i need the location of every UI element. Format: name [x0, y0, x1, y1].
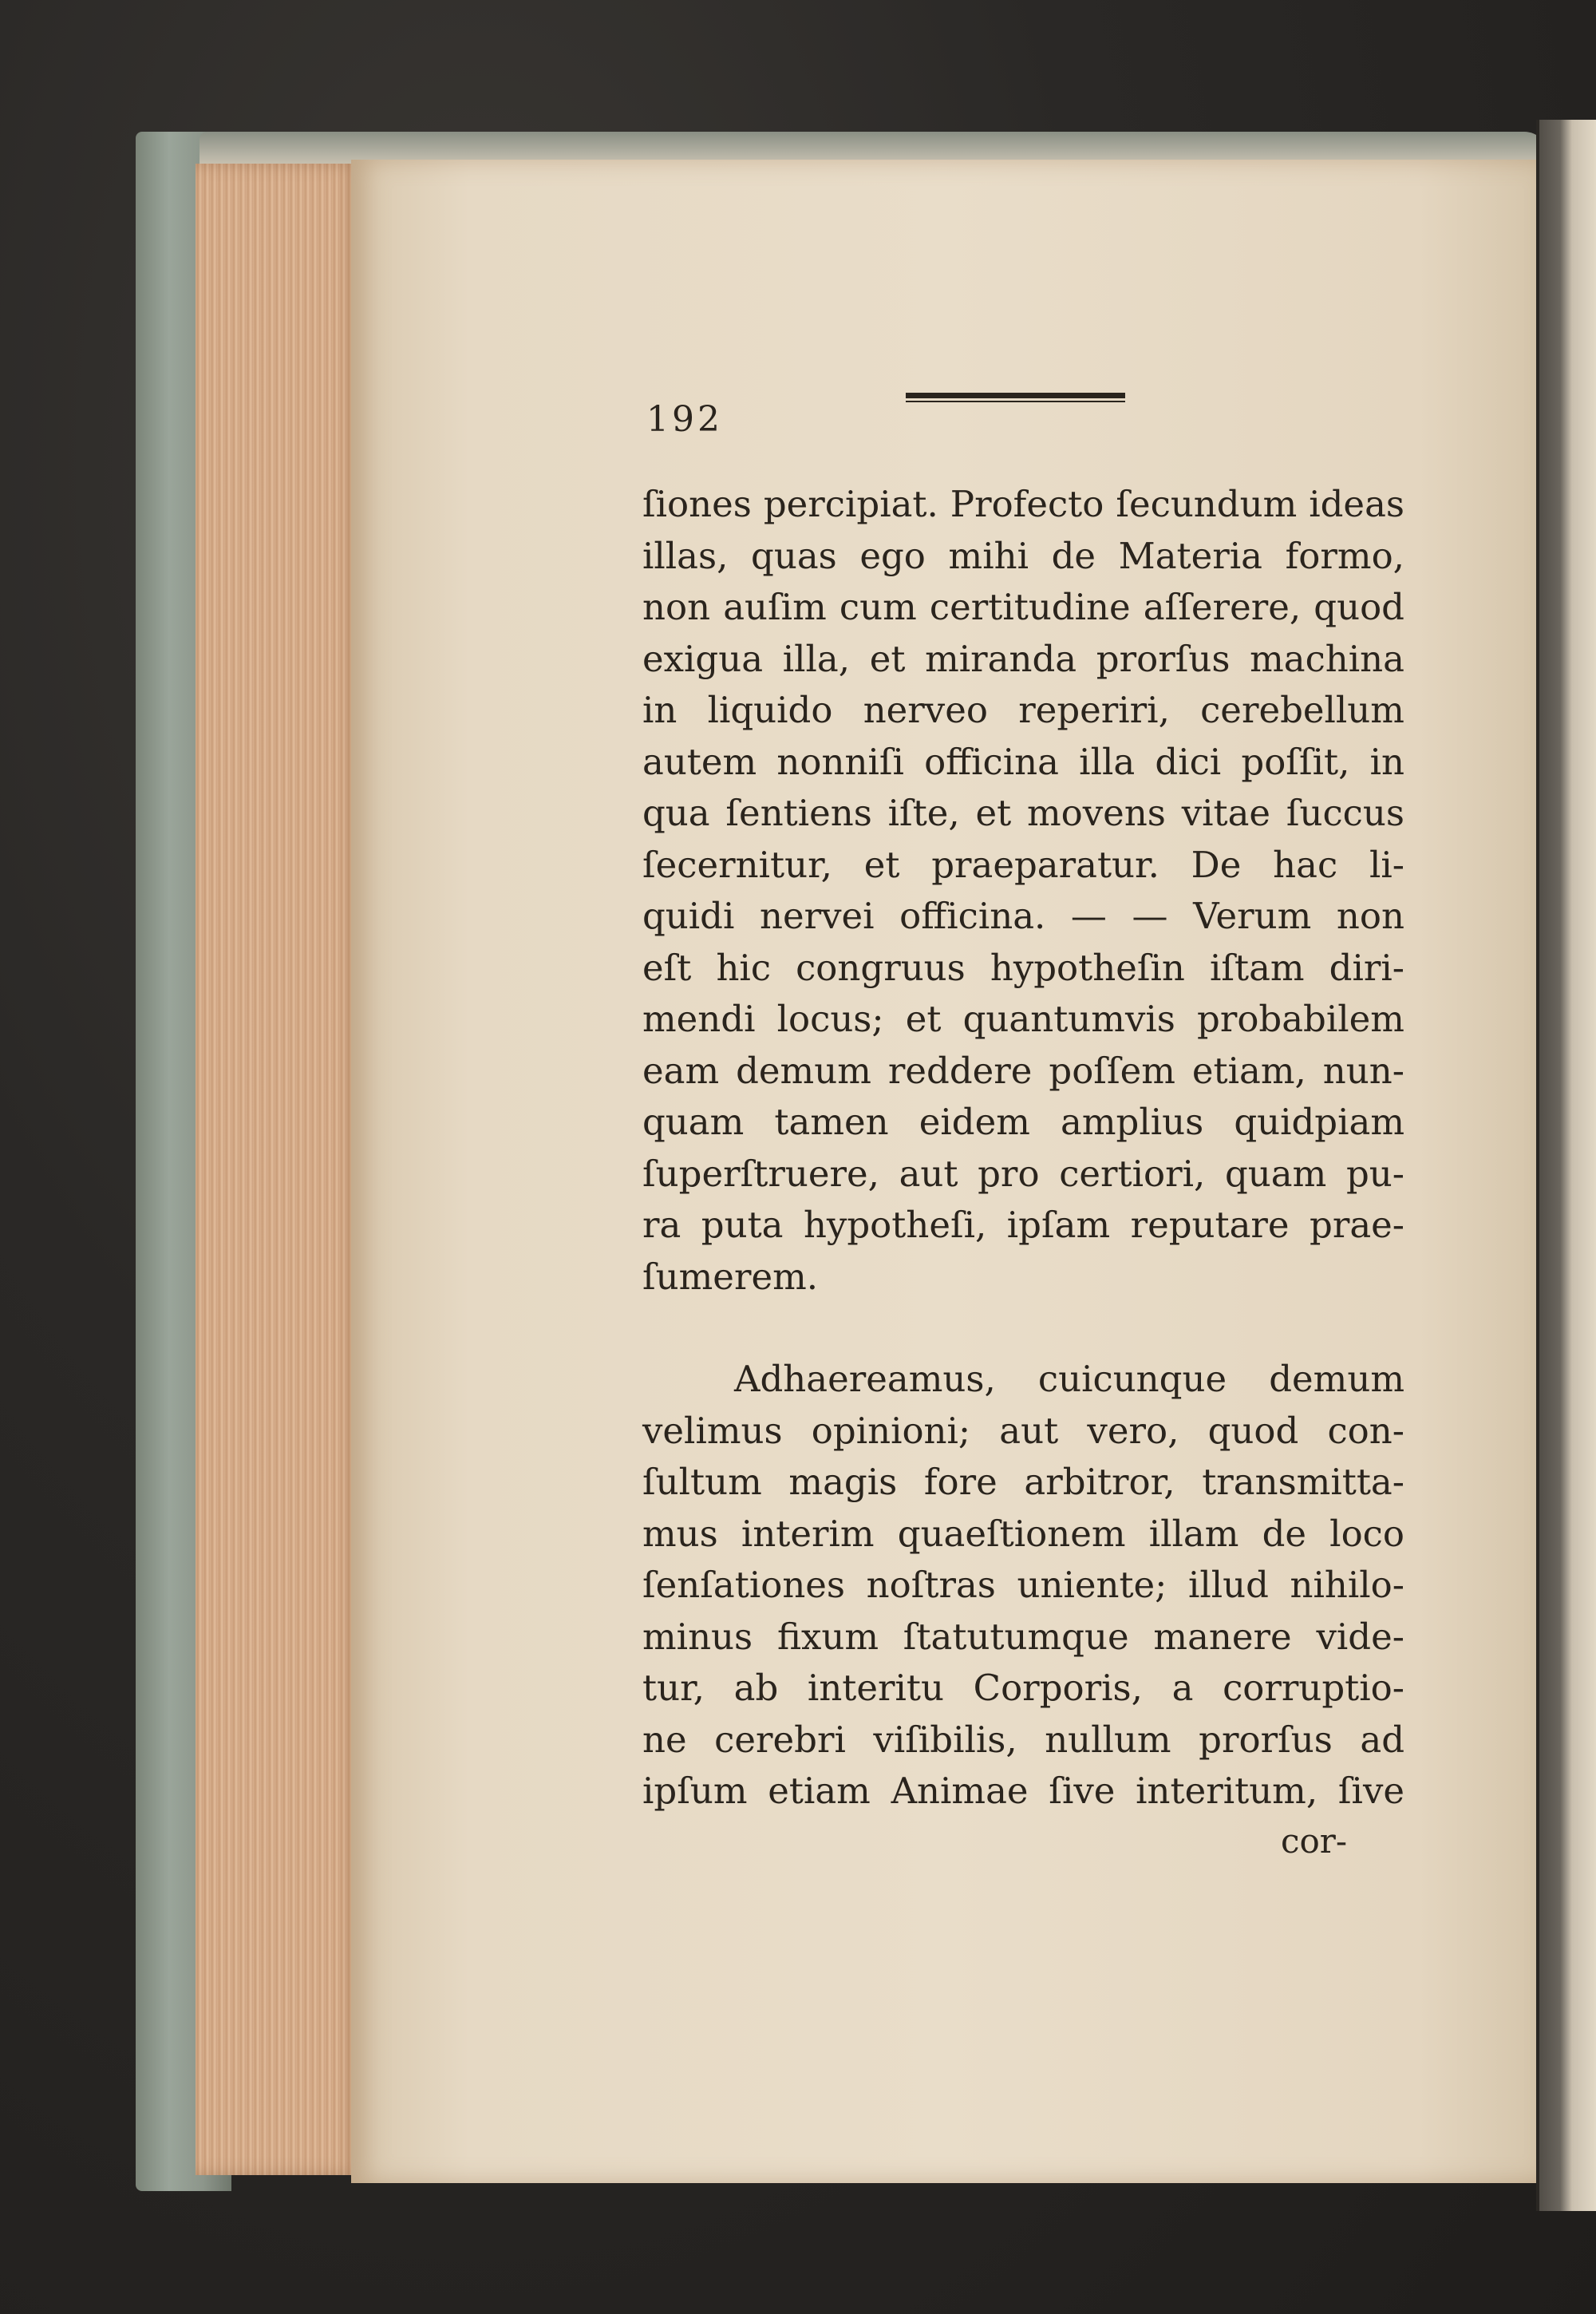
word: reperiri,: [1018, 689, 1170, 731]
word: Adhaereamus,: [734, 1358, 996, 1400]
word: et: [975, 792, 1012, 834]
word: et: [869, 637, 906, 680]
word: corruptio-: [1223, 1667, 1404, 1709]
word: Animae: [891, 1770, 1029, 1812]
word: ego: [859, 534, 926, 577]
paragraph-1: [642, 479, 1404, 1303]
word: ſecundum: [1116, 483, 1298, 525]
word: hic: [716, 946, 772, 989]
word: nullum: [1045, 1718, 1171, 1761]
text-line: [642, 1406, 1404, 1458]
text-line: [642, 891, 1404, 943]
word: Profecto: [950, 483, 1104, 525]
word: praeparatur.: [931, 843, 1159, 886]
text-line: [642, 1509, 1404, 1560]
word: tur,: [642, 1667, 705, 1709]
word: pro: [978, 1152, 1040, 1195]
word: fore: [923, 1461, 998, 1503]
text-line: [642, 1663, 1404, 1715]
word: officina.: [899, 895, 1046, 937]
catchword: cor-: [1281, 1822, 1348, 1861]
word: de: [1262, 1512, 1306, 1555]
word: illa,: [782, 637, 851, 680]
word: prorſus: [1096, 637, 1231, 680]
word: iſtam: [1209, 946, 1305, 989]
word: con-: [1327, 1409, 1404, 1452]
word: vitae: [1181, 792, 1271, 834]
word: mihi: [948, 534, 1029, 577]
word: interitum,: [1136, 1770, 1318, 1812]
word: movens: [1027, 792, 1166, 834]
word: cerebellum: [1200, 689, 1404, 731]
word: locus;: [776, 998, 884, 1040]
word: nun-: [1322, 1049, 1404, 1092]
word: ideas: [1309, 483, 1404, 525]
word: ad: [1360, 1718, 1404, 1761]
word: ipſum: [642, 1770, 748, 1812]
word: interitu: [807, 1667, 944, 1709]
word: non: [642, 586, 711, 628]
word: autem: [642, 740, 757, 783]
word: tamen: [774, 1101, 889, 1143]
word: viſibilis,: [873, 1718, 1017, 1761]
word: et: [905, 998, 942, 1040]
text-line: [642, 1097, 1404, 1149]
word: loco: [1329, 1512, 1404, 1555]
text-line: [642, 1149, 1404, 1201]
word: vero,: [1087, 1409, 1179, 1452]
word: illam: [1148, 1512, 1239, 1555]
word: congruus: [796, 946, 966, 989]
word: quam: [1224, 1152, 1327, 1195]
word: illas,: [642, 534, 729, 577]
word: reputare: [1130, 1204, 1290, 1246]
word: velimus: [642, 1409, 783, 1452]
word: interim: [741, 1512, 875, 1555]
text-line: [642, 1766, 1404, 1818]
word: ſuperſtruere,: [642, 1152, 879, 1195]
word: nervei: [759, 895, 875, 937]
word: liquido: [707, 689, 833, 731]
word: poſſit,: [1241, 740, 1350, 783]
word: quod: [1314, 586, 1404, 628]
word: cerebri: [714, 1718, 846, 1761]
text-line: [642, 1560, 1404, 1612]
word: eſt: [642, 946, 692, 989]
word: certiori,: [1059, 1152, 1206, 1195]
text-line: [642, 994, 1404, 1046]
word: non: [1336, 895, 1404, 937]
word: quod: [1207, 1409, 1299, 1452]
text-line: [642, 685, 1404, 737]
word: qua: [642, 792, 710, 834]
word: cum: [839, 586, 917, 628]
word: iſte,: [887, 792, 960, 834]
word: ab: [733, 1667, 779, 1709]
word: Corporis,: [973, 1667, 1143, 1709]
page-stack-edges: [196, 164, 359, 2175]
word: nonniſi: [776, 740, 904, 783]
word: de: [1051, 534, 1096, 577]
text-line: [642, 840, 1404, 892]
word: hypotheſi,: [803, 1204, 987, 1246]
word: ra: [642, 1204, 681, 1246]
word: quaeſtionem: [897, 1512, 1126, 1555]
book-gutter: [1536, 120, 1596, 2211]
word: hypotheſin: [990, 946, 1185, 989]
word: exigua: [642, 637, 764, 680]
text-line: [642, 1200, 1404, 1252]
text-line: [642, 788, 1404, 840]
word: De: [1191, 843, 1242, 886]
word: —: [1132, 895, 1168, 937]
word: magis: [788, 1461, 898, 1503]
word: illa: [1079, 740, 1136, 783]
word: vide-: [1316, 1615, 1404, 1658]
word: transmitta-: [1202, 1461, 1404, 1503]
word: quidi: [642, 895, 735, 937]
text-line: [642, 1354, 1404, 1406]
word: prorſus: [1199, 1718, 1333, 1761]
word: poſſem: [1049, 1049, 1175, 1092]
text-line: [642, 531, 1404, 583]
word: Verum: [1193, 895, 1312, 937]
text-line: [642, 1612, 1404, 1663]
word: percipiat.: [763, 483, 938, 525]
word: aſſerere,: [1143, 586, 1302, 628]
gutter-line: [1536, 120, 1539, 2211]
text-line: ſumerem.: [642, 1255, 819, 1298]
word: minus: [642, 1615, 753, 1658]
word: manere: [1153, 1615, 1292, 1658]
word: ſive: [1337, 1770, 1404, 1812]
word: nihilo-: [1290, 1564, 1404, 1606]
word: opinioni;: [811, 1409, 971, 1452]
page-number: 192: [646, 399, 723, 440]
word: auſim: [723, 586, 827, 628]
word: ſuccus: [1286, 792, 1404, 834]
word: Materia: [1118, 534, 1263, 577]
word: ne: [642, 1718, 687, 1761]
paragraph-2: [642, 1354, 1404, 1818]
word: in: [642, 689, 678, 731]
word: nerveo: [863, 689, 988, 731]
word: noſtras: [866, 1564, 996, 1606]
header-rule: [906, 393, 1125, 404]
word: miranda: [925, 637, 1077, 680]
word: quantumvis: [962, 998, 1175, 1040]
word: dici: [1155, 740, 1222, 783]
text-line: [642, 737, 1404, 789]
word: —: [1070, 895, 1107, 937]
word: diri-: [1329, 946, 1404, 989]
text-line: [642, 1046, 1404, 1098]
word: a: [1171, 1667, 1194, 1709]
word: illud: [1187, 1564, 1269, 1606]
word: aut: [899, 1152, 958, 1195]
word: hac: [1273, 843, 1338, 886]
word: quas: [751, 534, 837, 577]
text-line: [642, 1457, 1404, 1509]
word: quidpiam: [1234, 1101, 1404, 1143]
word: mus: [642, 1512, 718, 1555]
word: officina: [924, 740, 1059, 783]
word: amplius: [1061, 1101, 1204, 1143]
word: reddere: [887, 1049, 1033, 1092]
body-text: [642, 479, 1404, 1818]
word: prae-: [1310, 1204, 1404, 1246]
word: arbitror,: [1024, 1461, 1175, 1503]
word: cuicunque: [1037, 1358, 1227, 1400]
word: uniente;: [1017, 1564, 1167, 1606]
word: probabilem: [1197, 998, 1404, 1040]
word: eam: [642, 1049, 720, 1092]
text-line: [642, 943, 1404, 995]
word: quam: [642, 1101, 745, 1143]
word: ſenſationes: [642, 1564, 846, 1606]
word: demum: [1269, 1358, 1404, 1400]
word: etiam: [768, 1770, 871, 1812]
word: pu-: [1345, 1152, 1404, 1195]
word: formo,: [1285, 534, 1404, 577]
word: fixum: [776, 1615, 879, 1658]
word: etiam,: [1191, 1049, 1306, 1092]
word: ſentiens: [725, 792, 872, 834]
text-line: [642, 1715, 1404, 1766]
word: ipſam: [1006, 1204, 1111, 1246]
text-line: [642, 634, 1404, 686]
word: ſive: [1049, 1770, 1116, 1812]
word: certitudine: [929, 586, 1131, 628]
text-line: [642, 582, 1404, 634]
word: mendi: [642, 998, 756, 1040]
word: demum: [736, 1049, 871, 1092]
word: ſtatutumque: [903, 1615, 1129, 1658]
word: puta: [701, 1204, 784, 1246]
word: et: [863, 843, 900, 886]
text-line: [642, 479, 1404, 531]
word: machina: [1250, 637, 1404, 680]
word: ſultum: [642, 1461, 762, 1503]
word: in: [1369, 740, 1404, 783]
word: li-: [1369, 843, 1404, 886]
word: eidem: [918, 1101, 1030, 1143]
word: ſiones: [642, 483, 752, 525]
word: aut: [999, 1409, 1059, 1452]
word: ſecernitur,: [642, 843, 832, 886]
